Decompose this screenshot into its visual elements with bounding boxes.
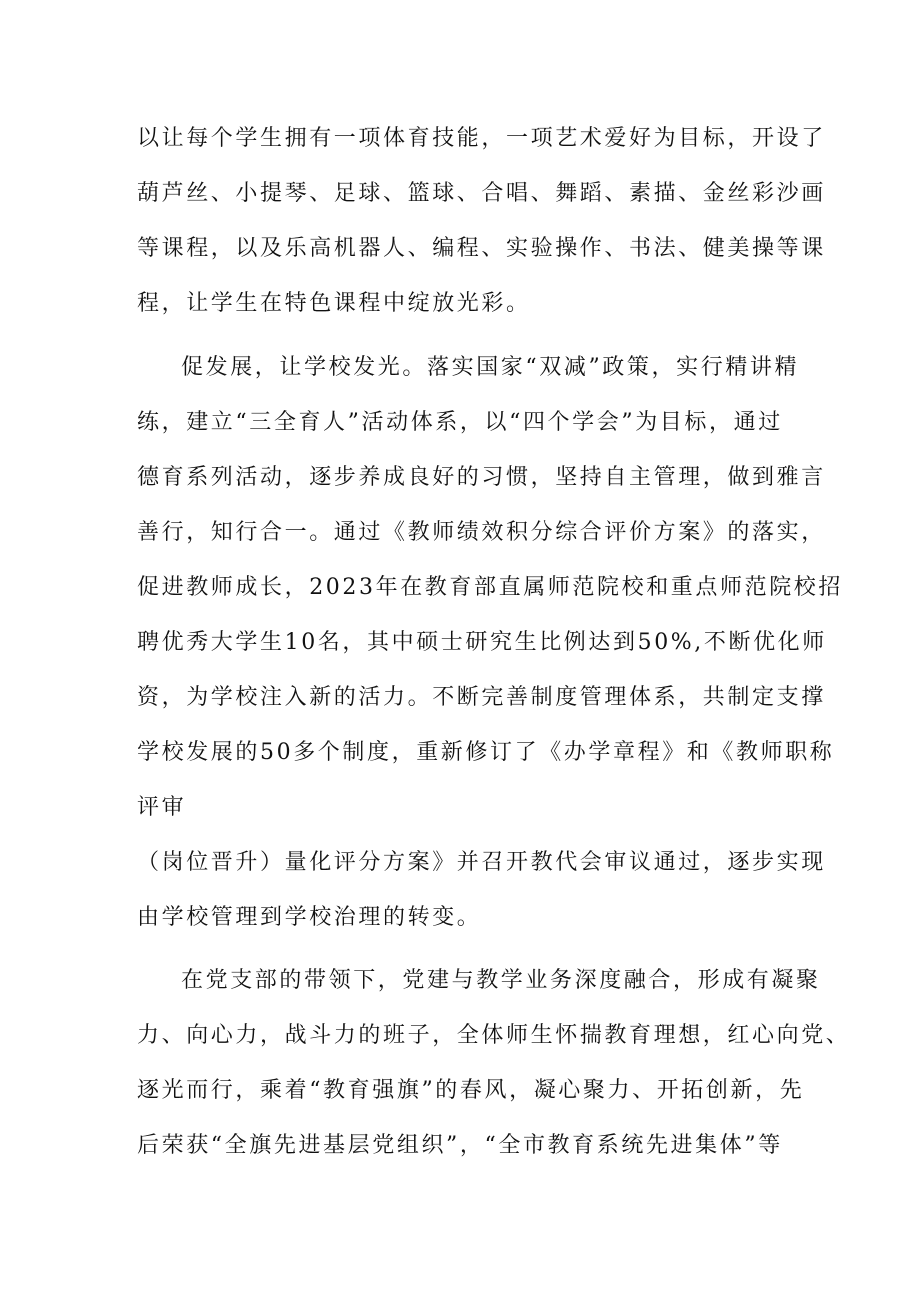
text-line: 以让每个学生拥有一项体育技能，一项艺术爱好为目标，开设了 bbox=[137, 126, 826, 151]
text-line: （岗位晋升）量化评分方案》并召开教代会审议通过，逐步实现 bbox=[137, 850, 826, 875]
text-line: 逐光而行，乘着“教育强旗”的春风，凝心聚力、开拓创新，先 bbox=[137, 1078, 805, 1103]
text-line: 聘优秀大学生10名，其中硕士研究生比例达到50%,不断优化师 bbox=[137, 630, 827, 655]
text-line: 程，让学生在特色课程中绽放光彩。 bbox=[137, 291, 531, 316]
text-line: 促发展，让学校发光。落实国家“双减”政策，实行精讲精 bbox=[181, 355, 800, 380]
text-line: 促进教师成长，2023年在教育部直属师范院校和重点师范院校招 bbox=[137, 575, 843, 600]
text-line: 葫芦丝、小提琴、足球、篮球、合唱、舞蹈、素描、金丝彩沙画 bbox=[137, 181, 826, 206]
text-line: 学校发展的50多个制度，重新修订了《办学章程》和《教师职称 bbox=[137, 740, 835, 765]
text-line: 德育系列活动，逐步养成良好的习惯，坚持自主管理，做到雅言 bbox=[137, 465, 826, 490]
text-line: 等课程，以及乐高机器人、编程、实验操作、书法、健美操等课 bbox=[137, 236, 826, 261]
text-line: 由学校管理到学校治理的转变。 bbox=[137, 905, 482, 930]
text-line: 评审 bbox=[137, 795, 187, 820]
text-line: 善行，知行合一。通过《教师绩效积分综合评价方案》的落实， bbox=[137, 520, 826, 545]
text-line: 后荣获“全旗先进基层党组织”，“全市教育系统先进集体”等 bbox=[137, 1133, 783, 1158]
text-line: 资，为学校注入新的活力。不断完善制度管理体系，共制定支撑 bbox=[137, 685, 826, 710]
text-line: 力、向心力，战斗力的班子，全体师生怀揣教育理想，红心向党、 bbox=[137, 1023, 851, 1048]
text-line: 练，建立“三全育人”活动体系，以“四个学会”为目标，通过 bbox=[137, 410, 783, 435]
text-line: 在党支部的带领下，党建与教学业务深度融合，形成有凝聚 bbox=[181, 968, 821, 993]
